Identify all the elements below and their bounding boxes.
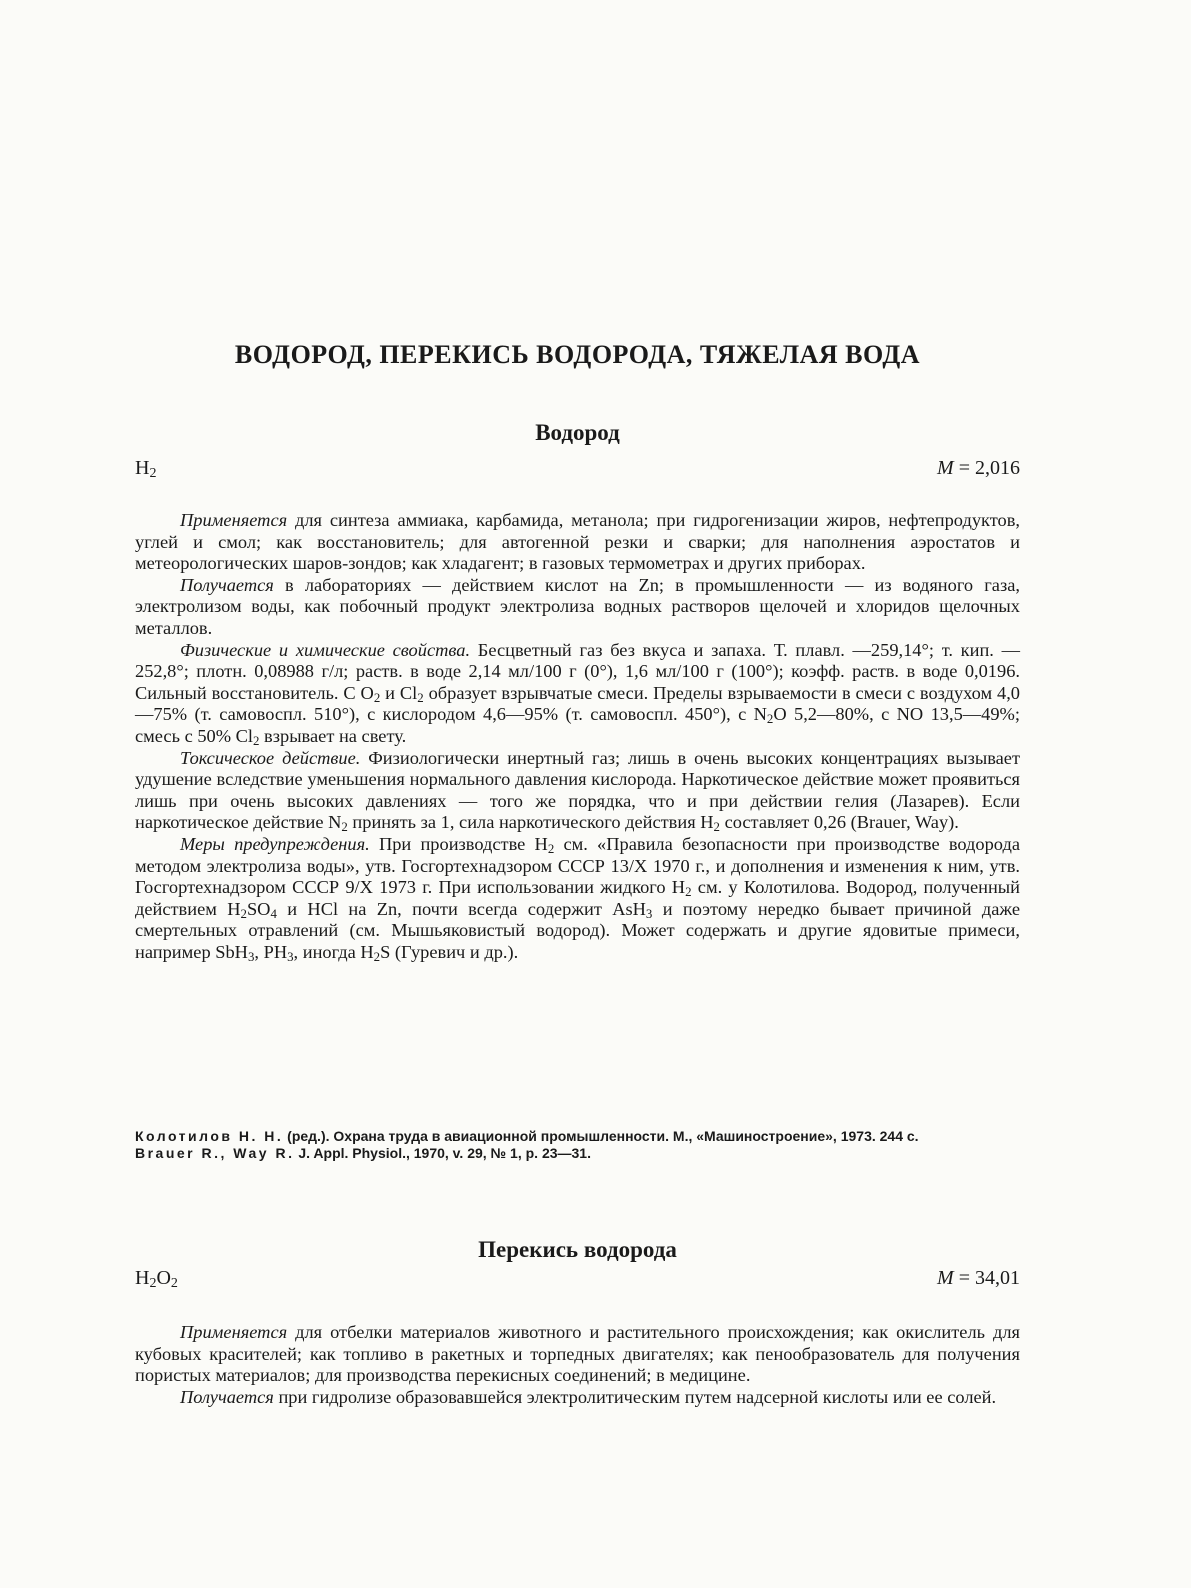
peroxide-molar-mass: M = 34,01 <box>937 1267 1020 1289</box>
peroxide-production: Получается при гидролизе образовавшейся электролитическим путем надсерной кислоты или ее солей. <box>180 1386 997 1407</box>
hydrogen-references <box>135 1128 1020 1162</box>
document-page <box>135 0 1020 1588</box>
reference-item: Колотилов Н. Н. (ред.). Охрана труда в авиационной промышленности. М., «Машиностроение», 1973. 244 с. <box>135 1128 919 1144</box>
reference-item: Brauer R., Way R. J. Appl. Physiol., 1970, v. 29, № 1, p. 23—31. <box>135 1145 591 1161</box>
hydrogen-applications: Применяется для синтеза аммиака, карбамида, метанола; при гидрогенизации жиров, нефтепродуктов, углей и смол; как восстановитель; для автогенной резки и сварки; для наполнения аэростатов и метеорологических шаров-зондов; как хладагент; в газовых термометрах и других приборах. <box>135 510 1020 574</box>
hydrogen-properties: Физические и химические свойства. Бесцветный газ без вкуса и запаха. Т. плавл. —259,14°; т. кип. —252,8°; плотн. 0,08988 г/л; раств. в воде 2,14 мл/100 г (0°), 1,6 мл/100 г (100°); коэфф. раств. в воде 0,0196. Сильный восстановитель. С $O_2$ и $Cl_2$ образует взрывчатые смеси. Пределы взрываемости в смеси с воздухом 4,0—75% (т. самовоспл. 510°), с кислородом 4,6—95% (т. самовоспл. 450°), с $N_2O$ 5,2—80%, с NO 13,5—49%; смесь с 50% $Cl_2$ взрывает на свету. <box>135 639 1021 748</box>
hydrogen-formula-row <box>135 457 1020 485</box>
main-title: ВОДОРОД, ПЕРЕКИСЬ ВОДОРОДА, ТЯЖЕЛАЯ ВОДА <box>234 340 921 369</box>
hydrogen-toxicity: Токсическое действие. Физиологически инертный газ; лишь в очень высоких концентрациях вызывает удушение вследствие уменьшения нормального давления кислорода. Наркотическое действие может проявиться лишь при очень высоких давлениях — того же порядка, что и при действии гелия (Лазарев). Если наркотическое действие $N_2$ принять за 1, сила наркотического действия $H_2$ составляет 0,26 (Brauer, Way). <box>135 747 1020 835</box>
section-title-hydrogen-peroxide: Перекись водорода <box>478 1237 677 1262</box>
hydrogen-formula: $H_2$ <box>135 457 157 481</box>
hydrogen-production: Получается в лабораториях — действием кислот на Zn; в промышленности — из водяного газа, электролизом воды, как побочный продукт электролиза водных растворов щелочей и хлоридов щелочных металлов. <box>135 574 1020 638</box>
peroxide-body <box>135 1322 1020 1408</box>
peroxide-applications: Применяется для отбелки материалов животного и растительного происхождения; как окислитель для кубовых красителей; как топливо в ракетных и торпедных двигателях; как пенообразователь для получения пористых материалов; для производства перекисных соединений; в медицине. <box>135 1322 1020 1386</box>
hydrogen-precautions: Меры предупреждения. При производстве $H_2$ см. «Правила безопасности при производстве водорода методом электролиза воды», утв. Госгортехнадзором СССР 13/X 1970 г., и дополнения и изменения к ним, утв. Госгортехнадзором СССР 9/X 1973 г. При использовании жидкого $H_2$ см. у Колотилова. Водород, полученный действием $H_2SO_4$ и HCl на Zn, почти всегда содержит AsH$_3$ и поэтому нередко бывает причиной даже смертельных отравлений (см. Мышьяковистый водород). Может содержать и другие ядовитые примеси, например SbH$_3$, $PH_3$, иногда $H_2S$ (Гуревич и др.). <box>135 833 1021 964</box>
peroxide-formula-row <box>135 1267 1020 1295</box>
peroxide-formula: $H_2O_2$ <box>135 1267 178 1291</box>
section-title-hydrogen: Водород <box>535 420 620 445</box>
hydrogen-body <box>135 510 1020 963</box>
hydrogen-molar-mass: M = 2,016 <box>937 457 1020 479</box>
